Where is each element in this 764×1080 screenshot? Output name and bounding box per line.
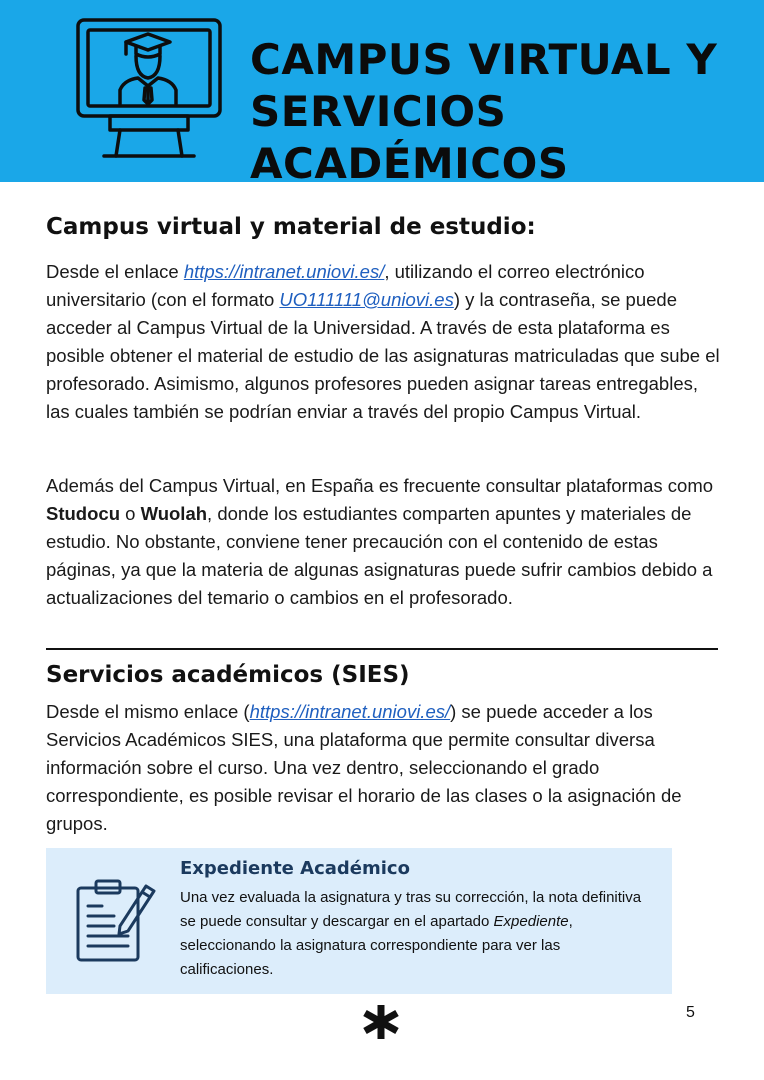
page-number: 5 (686, 1004, 695, 1021)
text-run: o (120, 503, 141, 524)
intranet-link-2[interactable]: https://intranet.uniovi.es/ (249, 701, 451, 722)
text-run: , utilizando el correo electrónico universitario (con el formato (46, 261, 645, 310)
wuolah-label: Wuolah (140, 503, 208, 524)
sies-paragraph (46, 698, 726, 838)
email-format-link[interactable]: UO111111@uniovi.es (279, 289, 454, 310)
text-run: , donde los estudiantes comparten apuntes y materiales de estudio. No obstante, conviene tener precaución con el contenido de estas páginas, ya que la materia de algunas asignaturas puede sufrir cambios debido a actualizaciones del temario o cambios en el profesorado. (46, 503, 713, 608)
title-line-2: SERVICIOS ACADÉMICOS (250, 87, 569, 188)
callout-text (180, 886, 656, 982)
header-banner (0, 0, 764, 188)
studocu-label: Studocu (46, 503, 120, 524)
graduate-computer-icon (76, 18, 222, 160)
section-divider (46, 648, 718, 650)
intranet-link[interactable]: https://intranet.uniovi.es/ (183, 261, 385, 282)
section-heading-campus: Campus virtual y material de estudio: (46, 214, 536, 240)
title-line-1: CAMPUS VIRTUAL Y (250, 35, 718, 84)
platforms-paragraph (46, 472, 726, 612)
text-run: Desde el enlace (46, 261, 184, 282)
page-title (250, 34, 764, 190)
expediente-callout (46, 848, 672, 994)
section-heading-sies: Servicios académicos (SIES) (46, 662, 410, 688)
text-run: ) y la contraseña, se puede acceder al Campus Virtual de la Universidad. A través de esta plataforma es posible obtener el material de estudio de las asignaturas matriculadas que sube el profesorado. Asimismo, algunos profesores pueden asignar tareas entregables, las cuales también se podrían enviar a través del propio Campus Virtual. (46, 289, 720, 422)
campus-paragraph (46, 258, 726, 426)
asterisk-logo (360, 1002, 402, 1042)
text-run: Una vez evaluada la asignatura y tras su corrección, la nota definitiva se puede consultar y descargar en el apartado (180, 889, 642, 930)
text-run: Además del Campus Virtual, en España es frecuente consultar plataformas como (46, 475, 714, 496)
text-run: ) se puede acceder a los Servicios Académicos SIES, una plataforma que permite consultar diversa información sobre el curso. Una vez dentro, seleccionando el grado correspondiente, es posible revisar el horario de las clases o la asignación de grupos. (46, 701, 682, 834)
text-run: , seleccionando la asignatura correspondiente para ver las calificaciones. (180, 913, 573, 978)
clipboard-pencil-icon (74, 878, 158, 964)
expediente-term: Expediente (493, 913, 569, 930)
callout-title: Expediente Académico (180, 858, 410, 879)
text-run: Desde el mismo enlace ( (46, 701, 250, 722)
